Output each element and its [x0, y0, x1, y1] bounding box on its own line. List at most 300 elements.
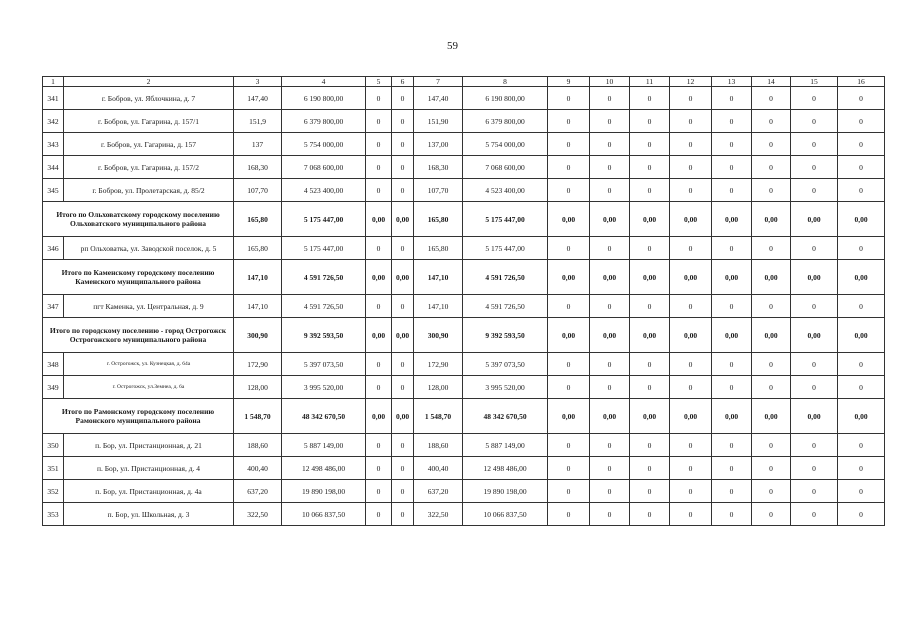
value-cell: 0 — [752, 457, 791, 480]
value-cell: 0 — [392, 376, 414, 399]
row-number: 343 — [43, 133, 64, 156]
address-cell: г. Острогожск, ул.Земнеа, д. 6а — [64, 376, 234, 399]
value-cell: 0 — [752, 434, 791, 457]
value-cell: 172,90 — [234, 353, 282, 376]
table-row — [43, 156, 885, 179]
value-cell: 0 — [791, 480, 838, 503]
value-cell: 0,00 — [838, 318, 885, 353]
value-cell: 0 — [630, 480, 670, 503]
table-row — [43, 503, 885, 526]
value-cell: 0 — [712, 179, 752, 202]
value-cell: 0 — [752, 376, 791, 399]
value-cell: 0 — [590, 457, 630, 480]
value-cell: 0 — [712, 110, 752, 133]
table-row — [43, 353, 885, 376]
value-cell: 4 523 400,00 — [463, 179, 548, 202]
value-cell: 0 — [392, 457, 414, 480]
value-cell: 107,70 — [234, 179, 282, 202]
value-cell: 10 066 837,50 — [282, 503, 366, 526]
value-cell: 0 — [630, 237, 670, 260]
table-row — [43, 295, 885, 318]
column-header: 4 — [282, 77, 366, 87]
value-cell: 0 — [752, 156, 791, 179]
column-header: 3 — [234, 77, 282, 87]
value-cell: 48 342 670,50 — [463, 399, 548, 434]
column-header: 5 — [366, 77, 392, 87]
subtotal-row — [43, 399, 885, 434]
value-cell: 0 — [366, 434, 392, 457]
value-cell: 0,00 — [630, 260, 670, 295]
value-cell: 0 — [630, 156, 670, 179]
value-cell: 0 — [791, 457, 838, 480]
value-cell: 0 — [548, 133, 590, 156]
value-cell: 0 — [590, 376, 630, 399]
value-cell: 0 — [712, 434, 752, 457]
value-cell: 168,30 — [414, 156, 463, 179]
value-cell: 3 995 520,00 — [282, 376, 366, 399]
value-cell: 5 175 447,00 — [282, 202, 366, 237]
value-cell: 0 — [670, 457, 712, 480]
value-cell: 0,00 — [752, 399, 791, 434]
value-cell: 322,50 — [234, 503, 282, 526]
value-cell: 147,10 — [234, 295, 282, 318]
value-cell: 0 — [670, 503, 712, 526]
value-cell: 165,80 — [234, 202, 282, 237]
value-cell: 0 — [838, 295, 885, 318]
value-cell: 0 — [548, 480, 590, 503]
value-cell: 0 — [752, 87, 791, 110]
value-cell: 0 — [670, 376, 712, 399]
value-cell: 322,50 — [414, 503, 463, 526]
value-cell: 0 — [670, 87, 712, 110]
value-cell: 0 — [392, 179, 414, 202]
value-cell: 0,00 — [366, 260, 392, 295]
value-cell: 4 591 726,50 — [282, 260, 366, 295]
value-cell: 0 — [630, 457, 670, 480]
value-cell: 6 190 800,00 — [463, 87, 548, 110]
value-cell: 0 — [752, 133, 791, 156]
value-cell: 4 523 400,00 — [282, 179, 366, 202]
value-cell: 147,10 — [414, 295, 463, 318]
value-cell: 9 392 593,50 — [282, 318, 366, 353]
value-cell: 0,00 — [630, 318, 670, 353]
value-cell: 0,00 — [590, 202, 630, 237]
value-cell: 0 — [838, 156, 885, 179]
value-cell: 0 — [670, 295, 712, 318]
address-cell: г. Бобров, ул. Гагарина, д. 157 — [64, 133, 234, 156]
value-cell: 0,00 — [670, 260, 712, 295]
value-cell: 0,00 — [630, 202, 670, 237]
row-number: 344 — [43, 156, 64, 179]
value-cell: 0,00 — [752, 260, 791, 295]
value-cell: 0 — [670, 353, 712, 376]
value-cell: 0 — [366, 353, 392, 376]
value-cell: 0 — [392, 133, 414, 156]
value-cell: 400,40 — [414, 457, 463, 480]
value-cell: 0,00 — [712, 318, 752, 353]
table-row — [43, 434, 885, 457]
row-number: 347 — [43, 295, 64, 318]
value-cell: 0 — [630, 179, 670, 202]
address-cell: г. Бобров, ул. Гагарина, д. 157/2 — [64, 156, 234, 179]
value-cell: 6 190 800,00 — [282, 87, 366, 110]
value-cell: 5 887 149,00 — [463, 434, 548, 457]
value-cell: 165,80 — [414, 202, 463, 237]
column-header: 16 — [838, 77, 885, 87]
value-cell: 0,00 — [548, 399, 590, 434]
value-cell: 0,00 — [590, 260, 630, 295]
value-cell: 0 — [548, 179, 590, 202]
value-cell: 4 591 726,50 — [463, 295, 548, 318]
value-cell: 0 — [590, 353, 630, 376]
value-cell: 137,00 — [414, 133, 463, 156]
column-header: 10 — [590, 77, 630, 87]
value-cell: 0 — [712, 353, 752, 376]
column-header: 6 — [392, 77, 414, 87]
value-cell: 0,00 — [392, 318, 414, 353]
value-cell: 0 — [838, 179, 885, 202]
value-cell: 0 — [838, 110, 885, 133]
value-cell: 0 — [838, 237, 885, 260]
value-cell: 0,00 — [670, 399, 712, 434]
value-cell: 0,00 — [791, 202, 838, 237]
value-cell: 0 — [712, 480, 752, 503]
table-row — [43, 480, 885, 503]
value-cell: 48 342 670,50 — [282, 399, 366, 434]
value-cell: 0 — [590, 156, 630, 179]
address-cell: г. Бобров, ул. Гагарина, д. 157/1 — [64, 110, 234, 133]
value-cell: 0 — [590, 480, 630, 503]
address-cell: г. Бобров, ул. Пролетарская, д. 85/2 — [64, 179, 234, 202]
value-cell: 0 — [366, 376, 392, 399]
value-cell: 0 — [548, 237, 590, 260]
table-row — [43, 457, 885, 480]
value-cell: 5 175 447,00 — [282, 237, 366, 260]
table-row — [43, 110, 885, 133]
value-cell: 0 — [712, 87, 752, 110]
value-cell: 5 397 073,50 — [282, 353, 366, 376]
value-cell: 147,10 — [234, 260, 282, 295]
column-header: 15 — [791, 77, 838, 87]
value-cell: 0,00 — [752, 318, 791, 353]
value-cell: 0,00 — [712, 399, 752, 434]
value-cell: 1 548,70 — [414, 399, 463, 434]
column-header: 13 — [712, 77, 752, 87]
value-cell: 300,90 — [414, 318, 463, 353]
value-cell: 0,00 — [838, 260, 885, 295]
value-cell: 0 — [712, 376, 752, 399]
value-cell: 0 — [392, 156, 414, 179]
value-cell: 7 068 600,00 — [463, 156, 548, 179]
value-cell: 0 — [392, 237, 414, 260]
value-cell: 0 — [366, 503, 392, 526]
value-cell: 0,00 — [392, 260, 414, 295]
value-cell: 0,00 — [366, 318, 392, 353]
value-cell: 0,00 — [838, 202, 885, 237]
value-cell: 0,00 — [791, 260, 838, 295]
value-cell: 0 — [548, 457, 590, 480]
row-number: 348 — [43, 353, 64, 376]
address-cell: п. Бор, ул. Пристанционная, д. 4а — [64, 480, 234, 503]
value-cell: 0 — [392, 110, 414, 133]
value-cell: 0 — [712, 457, 752, 480]
value-cell: 0 — [590, 237, 630, 260]
value-cell: 0 — [366, 110, 392, 133]
value-cell: 0 — [392, 353, 414, 376]
value-cell: 0 — [548, 110, 590, 133]
value-cell: 10 066 837,50 — [463, 503, 548, 526]
value-cell: 168,30 — [234, 156, 282, 179]
value-cell: 0 — [791, 110, 838, 133]
value-cell: 0,00 — [590, 399, 630, 434]
value-cell: 6 379 800,00 — [282, 110, 366, 133]
value-cell: 0 — [590, 87, 630, 110]
value-cell: 0 — [548, 295, 590, 318]
value-cell: 137 — [234, 133, 282, 156]
value-cell: 0 — [838, 434, 885, 457]
table-row — [43, 133, 885, 156]
value-cell: 0 — [366, 133, 392, 156]
value-cell: 147,40 — [414, 87, 463, 110]
value-cell: 0 — [670, 156, 712, 179]
value-cell: 0 — [548, 87, 590, 110]
value-cell: 0 — [590, 110, 630, 133]
value-cell: 0 — [590, 434, 630, 457]
value-cell: 0 — [712, 503, 752, 526]
subtotal-row — [43, 202, 885, 237]
value-cell: 151,90 — [414, 110, 463, 133]
table-row — [43, 237, 885, 260]
value-cell: 0 — [630, 376, 670, 399]
value-cell: 0 — [366, 156, 392, 179]
value-cell: 0 — [791, 179, 838, 202]
row-number: 341 — [43, 87, 64, 110]
value-cell: 0 — [791, 434, 838, 457]
value-cell: 0 — [752, 480, 791, 503]
value-cell: 0,00 — [392, 399, 414, 434]
value-cell: 5 754 000,00 — [282, 133, 366, 156]
column-header: 11 — [630, 77, 670, 87]
data-table — [42, 76, 885, 526]
value-cell: 0 — [712, 295, 752, 318]
value-cell: 0 — [590, 179, 630, 202]
value-cell: 5 887 149,00 — [282, 434, 366, 457]
value-cell: 0 — [791, 353, 838, 376]
value-cell: 0 — [366, 179, 392, 202]
value-cell: 147,40 — [234, 87, 282, 110]
value-cell: 19 890 198,00 — [463, 480, 548, 503]
column-header: 8 — [463, 77, 548, 87]
value-cell: 400,40 — [234, 457, 282, 480]
row-number: 352 — [43, 480, 64, 503]
value-cell: 0 — [392, 480, 414, 503]
header-row — [43, 77, 885, 87]
value-cell: 4 591 726,50 — [463, 260, 548, 295]
row-number: 350 — [43, 434, 64, 457]
value-cell: 0 — [791, 156, 838, 179]
address-cell: пгт Каменка, ул. Центральная, д. 9 — [64, 295, 234, 318]
row-number: 353 — [43, 503, 64, 526]
value-cell: 4 591 726,50 — [282, 295, 366, 318]
address-cell: г. Бобров, ул. Яблочкина, д. 7 — [64, 87, 234, 110]
value-cell: 0 — [838, 133, 885, 156]
value-cell: 0 — [548, 503, 590, 526]
value-cell: 0 — [791, 133, 838, 156]
row-number: 346 — [43, 237, 64, 260]
value-cell: 300,90 — [234, 318, 282, 353]
subtotal-row — [43, 318, 885, 353]
value-cell: 0 — [366, 480, 392, 503]
value-cell: 0,00 — [670, 318, 712, 353]
value-cell: 0,00 — [366, 399, 392, 434]
value-cell: 188,60 — [414, 434, 463, 457]
value-cell: 5 754 000,00 — [463, 133, 548, 156]
value-cell: 0 — [630, 133, 670, 156]
value-cell: 0,00 — [791, 399, 838, 434]
value-cell: 0,00 — [548, 318, 590, 353]
value-cell: 1 548,70 — [234, 399, 282, 434]
value-cell: 0,00 — [548, 260, 590, 295]
value-cell: 0 — [392, 295, 414, 318]
value-cell: 0 — [791, 503, 838, 526]
column-header: 7 — [414, 77, 463, 87]
value-cell: 165,80 — [414, 237, 463, 260]
value-cell: 0 — [752, 237, 791, 260]
value-cell: 0,00 — [366, 202, 392, 237]
value-cell: 0 — [838, 376, 885, 399]
subtotal-name: Итого по Каменскому городскому поселению Каменского муниципального района — [43, 260, 234, 295]
value-cell: 0 — [366, 295, 392, 318]
value-cell: 0 — [630, 87, 670, 110]
value-cell: 0 — [366, 457, 392, 480]
table-row — [43, 179, 885, 202]
value-cell: 0 — [392, 87, 414, 110]
row-number: 342 — [43, 110, 64, 133]
value-cell: 0 — [366, 87, 392, 110]
value-cell: 0 — [712, 156, 752, 179]
value-cell: 0 — [630, 110, 670, 133]
value-cell: 0 — [670, 179, 712, 202]
value-cell: 0 — [670, 434, 712, 457]
value-cell: 0 — [548, 156, 590, 179]
subtotal-name: Итого по городскому поселению - город Острогожск Острогожского муниципального района — [43, 318, 234, 353]
value-cell: 0,00 — [590, 318, 630, 353]
address-cell: п. Бор, ул. Школьная, д. 3 — [64, 503, 234, 526]
value-cell: 5 175 447,00 — [463, 237, 548, 260]
value-cell: 0,00 — [838, 399, 885, 434]
value-cell: 0 — [752, 295, 791, 318]
value-cell: 0 — [791, 295, 838, 318]
value-cell: 0 — [366, 237, 392, 260]
value-cell: 0,00 — [548, 202, 590, 237]
page-number: 59 — [447, 40, 458, 52]
value-cell: 19 890 198,00 — [282, 480, 366, 503]
row-number: 349 — [43, 376, 64, 399]
value-cell: 0 — [752, 503, 791, 526]
value-cell: 12 498 486,00 — [282, 457, 366, 480]
value-cell: 0 — [752, 179, 791, 202]
value-cell: 0,00 — [712, 260, 752, 295]
value-cell: 0 — [590, 503, 630, 526]
value-cell: 7 068 600,00 — [282, 156, 366, 179]
value-cell: 0 — [630, 503, 670, 526]
value-cell: 0 — [838, 457, 885, 480]
value-cell: 0,00 — [791, 318, 838, 353]
value-cell: 147,10 — [414, 260, 463, 295]
value-cell: 0 — [630, 295, 670, 318]
value-cell: 0 — [590, 133, 630, 156]
value-cell: 0 — [752, 110, 791, 133]
value-cell: 0,00 — [712, 202, 752, 237]
address-cell: п. Бор, ул. Пристанционная, д. 21 — [64, 434, 234, 457]
value-cell: 0 — [838, 503, 885, 526]
row-number: 351 — [43, 457, 64, 480]
value-cell: 0 — [791, 237, 838, 260]
column-header: 12 — [670, 77, 712, 87]
value-cell: 0 — [752, 353, 791, 376]
value-cell: 0,00 — [752, 202, 791, 237]
value-cell: 0 — [392, 434, 414, 457]
value-cell: 5 397 073,50 — [463, 353, 548, 376]
value-cell: 0 — [791, 376, 838, 399]
column-header: 9 — [548, 77, 590, 87]
value-cell: 0 — [548, 376, 590, 399]
value-cell: 0 — [548, 434, 590, 457]
value-cell: 107,70 — [414, 179, 463, 202]
subtotal-name: Итого по Ольховатскому городскому поселению Ольховатского муниципального района — [43, 202, 234, 237]
value-cell: 637,20 — [234, 480, 282, 503]
value-cell: 0 — [590, 295, 630, 318]
value-cell: 0 — [838, 353, 885, 376]
value-cell: 128,00 — [414, 376, 463, 399]
column-header: 2 — [64, 77, 234, 87]
value-cell: 0 — [670, 110, 712, 133]
value-cell: 128,00 — [234, 376, 282, 399]
value-cell: 188,60 — [234, 434, 282, 457]
address-cell: п. Бор, ул. Пристанционная, д. 4 — [64, 457, 234, 480]
row-number: 345 — [43, 179, 64, 202]
table-row — [43, 87, 885, 110]
value-cell: 0 — [838, 480, 885, 503]
value-cell: 0 — [670, 480, 712, 503]
value-cell: 0 — [392, 503, 414, 526]
value-cell: 0 — [548, 353, 590, 376]
value-cell: 151,9 — [234, 110, 282, 133]
value-cell: 637,20 — [414, 480, 463, 503]
value-cell: 6 379 800,00 — [463, 110, 548, 133]
table-row — [43, 376, 885, 399]
value-cell: 0,00 — [392, 202, 414, 237]
value-cell: 0 — [670, 133, 712, 156]
value-cell: 0 — [712, 237, 752, 260]
value-cell: 172,90 — [414, 353, 463, 376]
value-cell: 165,80 — [234, 237, 282, 260]
value-cell: 0 — [670, 237, 712, 260]
value-cell: 0,00 — [630, 399, 670, 434]
value-cell: 0 — [838, 87, 885, 110]
subtotal-row — [43, 260, 885, 295]
value-cell: 5 175 447,00 — [463, 202, 548, 237]
value-cell: 0 — [712, 133, 752, 156]
value-cell: 0 — [630, 353, 670, 376]
value-cell: 0 — [630, 434, 670, 457]
value-cell: 12 498 486,00 — [463, 457, 548, 480]
value-cell: 3 995 520,00 — [463, 376, 548, 399]
column-header: 14 — [752, 77, 791, 87]
address-cell: рп Ольховатка, ул. Заводской поселок, д. 5 — [64, 237, 234, 260]
address-cell: г. Острогожск, ул. Кузнецкая, д. 64а — [64, 353, 234, 376]
value-cell: 0 — [791, 87, 838, 110]
